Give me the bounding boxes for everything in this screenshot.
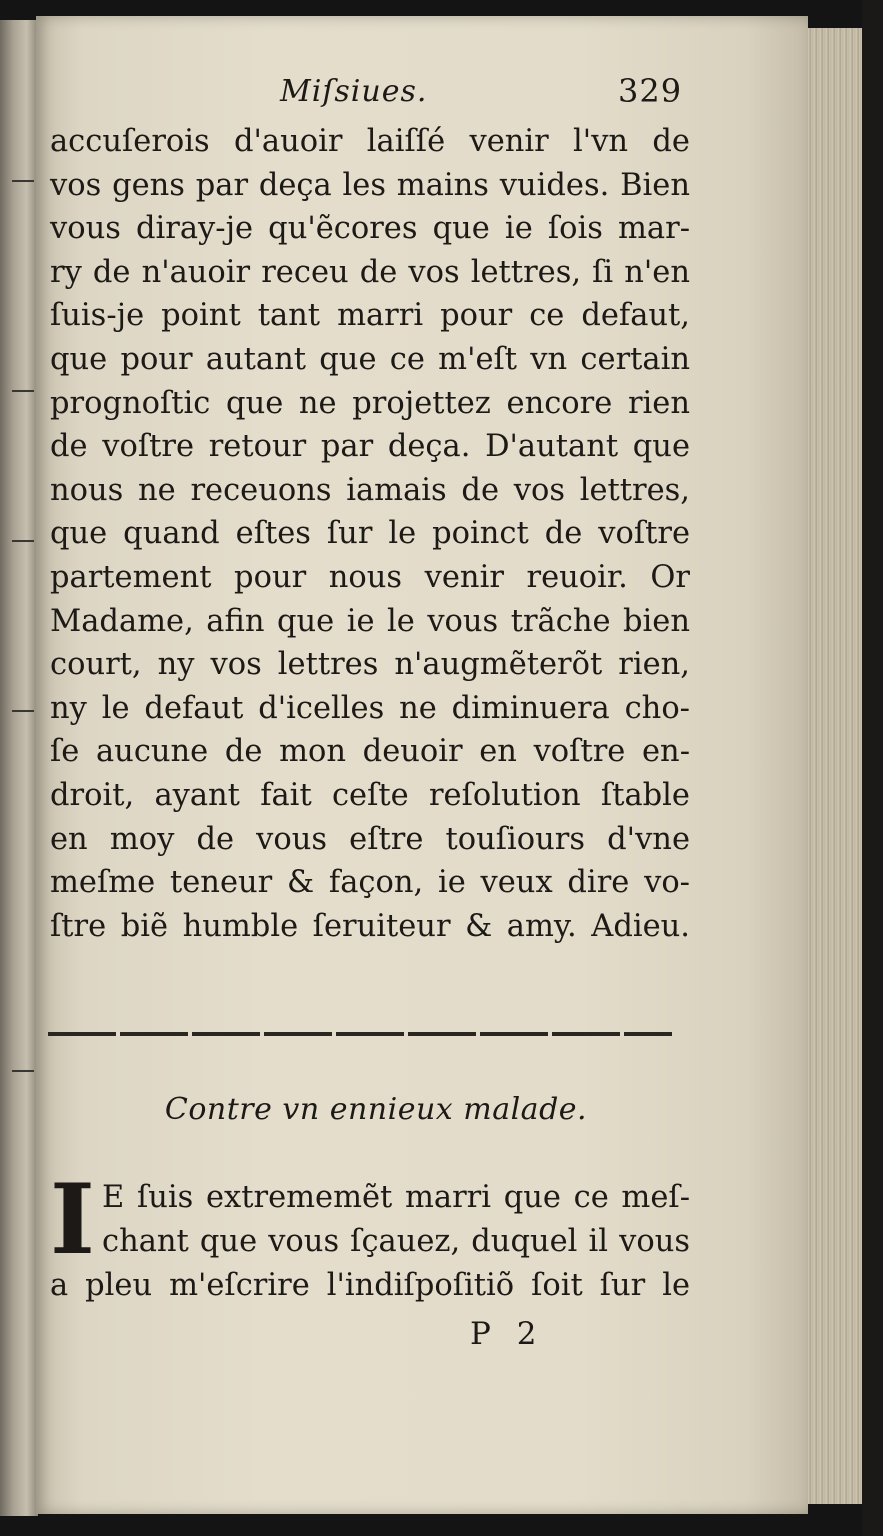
margin-mark — [12, 180, 34, 182]
text-line: de voſtre retour par deça. D'autant que — [50, 429, 690, 465]
book-page — [36, 16, 808, 1514]
text-line: E ſuis extrememẽt marri que ce meſ- — [102, 1180, 690, 1215]
text-line: droit, ayant fait ceſte reſolution ſtable — [50, 777, 690, 813]
text-line: chant que vous ſçauez, duquel il vous — [102, 1224, 690, 1259]
text-line: prognoſtic que ne projettez encore rien — [50, 385, 690, 421]
text-line: court, ny vos lettres n'augmẽterõt rien, — [50, 647, 690, 683]
letter-text — [50, 120, 690, 948]
section-text — [50, 1176, 690, 1308]
previous-page-edge — [0, 20, 38, 1516]
margin-mark — [12, 540, 34, 542]
margin-mark — [12, 710, 34, 712]
text-line: ry de n'auoir receu de vos lettres, ſi n'en — [50, 254, 690, 290]
signature-mark: P 2 — [470, 1316, 545, 1352]
text-line: accuſerois d'auoir laiſſé venir l'vn de — [50, 124, 690, 159]
section-divider — [48, 1032, 672, 1036]
text-line: Madame, afin que ie le vous trãche bien — [50, 603, 690, 639]
text-line: vos gens par deça les mains vuides. Bien — [50, 167, 690, 203]
text-line: ſuis-je point tant marri pour ce defaut, — [50, 298, 690, 334]
text-line: a pleu m'eſcrire l'indiſpoſitiõ ſoit ſur le — [50, 1268, 690, 1303]
page-number: 329 — [618, 72, 683, 110]
text-line: que pour autant que ce m'eſt vn certain — [50, 341, 690, 377]
text-line: ſtre biẽ humble ſeruiteur & amy. Adieu. — [50, 908, 690, 944]
text-line: vous diray-je qu'ẽcores que ie ſois mar- — [50, 211, 690, 247]
text-line: que quand eſtes ſur le poinct de voſtre — [50, 516, 690, 552]
book-cover-edge — [862, 0, 883, 1536]
text-line: meſme teneur & façon, ie veux dire vo- — [50, 865, 690, 901]
page-header — [36, 74, 808, 114]
running-title: Miſsiues. — [280, 74, 428, 109]
text-line: en moy de vous eſtre touſiours d'vne — [50, 821, 690, 857]
drop-cap: I — [50, 1163, 95, 1276]
text-line: partement pour nous venir reuoir. Or — [50, 559, 690, 595]
section-title: Contre vn ennieux malade. — [164, 1092, 588, 1127]
text-line: ny le defaut d'icelles ne diminuera cho- — [50, 690, 690, 726]
text-line: nous ne receuons iamais de vos lettres, — [50, 472, 690, 508]
margin-mark — [12, 390, 34, 392]
text-line: ſe aucune de mon deuoir en voſtre en- — [50, 734, 690, 770]
margin-mark — [12, 1070, 34, 1072]
page-edges — [800, 28, 862, 1504]
